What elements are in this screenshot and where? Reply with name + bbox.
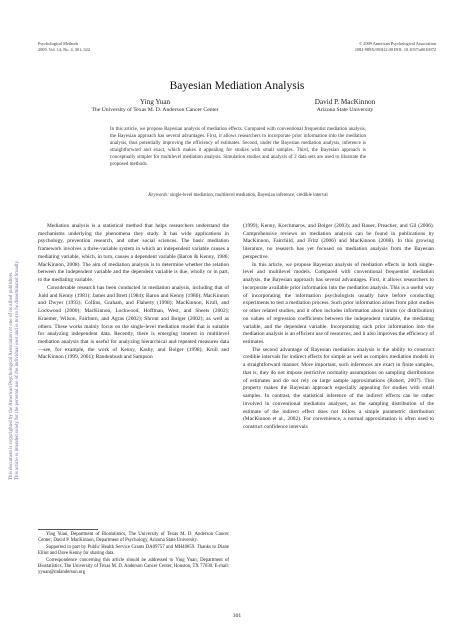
- author-name: Ying Yuan: [139, 98, 171, 106]
- body-paragraph: The second advantage of Bayesian mediation analysis is the ability to construct credible intervals for indirect effects for simple as well as complex mediation models in a straightforward manner. More important, such inferences are exact in finite samples, that is, they do not impose restrictive normality assumptions on sampling distributions of estimates and do not rely on large sample approximations (Robert, 2007). This property makes the Bayesian approach especially appealing for studies with small samples. In contrast, the statistical inference of the indirect effects can be rather involved in conventional mediation analyses, as the sampling distribution of the estimate of the indirect effect does not follow a simple parametric distribution (MacKinnon et al., 2002). For convenience, a normal approximation is often used to construct confidence intervals: [243, 346, 434, 431]
- journal-header-left: [38, 41, 90, 52]
- journal-header-right: [355, 41, 436, 52]
- author-footnotes: [38, 529, 229, 577]
- abstract: In this article, we propose Bayesian analysis of mediation effects. Compared with conventional frequentist mediation analysis, the Bayesian approach has several advantages. First, it allows researchers to incorporate prior information into the mediation analysis, thus potentially improving the efficiency of estimates. Second, under the Bayesian mediation analysis, inference is straightforward and exact, which makes it appealing for studies with small samples. Third, the Bayesian approach is conceptually simpler for multilevel mediation analysis. Simulation studies and analysis of 2 data sets are used to illustrate the proposed methods.: [110, 127, 366, 167]
- page-number: 301: [232, 613, 242, 619]
- left-column: [38, 223, 229, 362]
- right-column: [243, 223, 434, 432]
- paper-title: Bayesian Mediation Analysis: [169, 80, 305, 92]
- doi-line: 1082-989X/09/$12.00 DOI: 10.1037/a0016972: [354, 46, 436, 52]
- author-affiliation: The University of Texas M. D. Anderson Cancer Center: [91, 107, 219, 113]
- side-notice-line-1: This document is copyrighted by the American Psychological Association or one of its allied publishers.: [9, 271, 14, 480]
- author-affiliation: Arizona State University: [316, 107, 374, 113]
- body-paragraph: Considerable research has been conducted in mediation analysis, including that of Judd and Kenny (1981); James and Brett (1984); Baron and Kenny (1986); MacKinnon and Dwyer (1993); Collins, Graham, and Flaherty (1998); MacKinnon, Krull, and Lockwood (2000); MacKinnon, Lockwood, Hoffman, West, and Sheets (2002); Kraemer, Wilson, Fairburn, and Agras (2002); Shrout and Bolger (2002); as well as others. These works mainly focus on the single-level mediation model that is suitable for analyzing independent data. Recently, there is emerging interest in multilevel mediation analysis that is useful for analyzing hierarchical and repeated measures data—see, for example, the work of Kenny, Kashy, and Bolger (1998); Krull and MacKinnon (1999, 2001); Raudenbush and Sampson: [38, 284, 229, 361]
- volume-line: 2009, Vol. 14, No. 4, 301–322: [38, 46, 90, 52]
- copyright-side-notice: [3, 140, 33, 480]
- copyright-line: © 2009 American Psychological Association: [358, 41, 436, 46]
- author-name: David P. MacKinnon: [314, 98, 376, 106]
- footnote: Supported in part by Public Health Service Grants DA09757 and MH40859. Thanks to Diane Elliot and Dave Kenny for sharing data.: [38, 544, 229, 557]
- keywords-line: [110, 193, 366, 200]
- keywords-label: Keywords:: [148, 193, 169, 198]
- author-block-2: [270, 98, 420, 114]
- footnote: Correspondence concerning this article should be addressed to Ying Yuan, Department of Biostatistics, The University of Texas M. D. Anderson Cancer Center, Houston, TX 77030. E-mail: yyuan@mdanderson.org: [38, 557, 229, 576]
- body-paragraph: In this article, we propose Bayesian analysis of mediation effects in both single-level and multilevel models. Compared with conventional frequentist mediation analysis, the Bayesian approach has several advantages. First, it allows researchers to incorporate available prior information into the mediation analysis. This is a useful way of incorporating the information psychologists usually have before conducting experiments to test a mediation process. Such prior information arises from pilot studies or other related studies, and it often includes information about limits (or distribution) on values of regression coefficients between the independent variable, the mediating variable, and the dependent variable. Incorporating such prior information into the mediation analysis is an efficient use of resources, and it also improves the efficiency of estimates.: [243, 261, 434, 346]
- body-paragraph: Mediation analysis is a statistical method that helps researchers understand the mechanisms underlying the phenomena they study. It has wide applications in psychology, prevention research, and other social sciences. The basic mediation framework involves a three-variable system in which an independent variable causes a mediating variable, which, in turn, causes a dependent variable (Baron & Kenny, 1986; MacKinnon, 2008). The aim of mediation analysis is to determine whether the relation between the independent variable and the dependent variable is due, wholly or in part, to the mediating variable.: [38, 223, 229, 284]
- author-block-1: [80, 98, 230, 114]
- side-notice-line-2: This article is intended solely for the personal use of the individual user and is not to be disseminated broadly.: [15, 260, 20, 480]
- journal-name: Psychological Methods: [38, 41, 79, 46]
- footnote-rule: [38, 529, 98, 530]
- body-paragraph: (1999); Kenny, Korchmaros, and Bolger (2003); and Bauer, Preacher, and Gil (2006). Comprehensive reviews on mediation analysis can be found in publications by MacKinnon, Fairchild, and Fritz (2006) and MacKinnon (2008). In this growing literature, no research has yet focused on mediation analysis from the Bayesian perspective.: [243, 223, 434, 260]
- keywords-text: single-level mediation, multilevel mediation, Bayesian inference, credible interval: [170, 193, 328, 198]
- footnote: Ying Yuan, Department of Biostatistics, The University of Texas M. D. Anderson Cancer Center; David P. MacKinnon, Department of Psychology, Arizona State University.: [38, 532, 229, 544]
